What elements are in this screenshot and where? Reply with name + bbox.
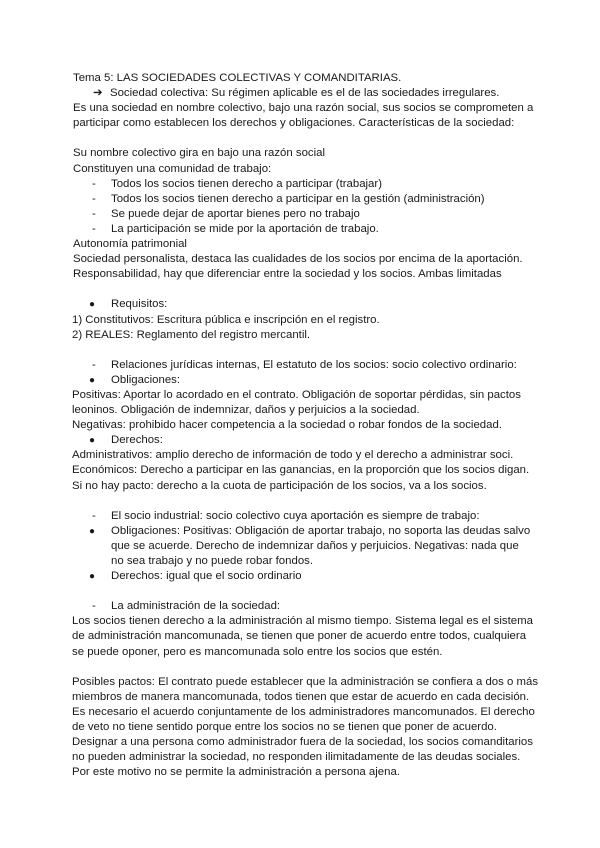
list-item-text: Se puede dejar de aportar bienes pero no trabajo	[111, 207, 360, 220]
paragraph-line: Los socios tienen derecho a la administración al mismo tiempo. Sistema legal es el sistema	[72, 615, 533, 628]
dash-list-item	[73, 599, 580, 614]
dash-marker: -	[92, 177, 96, 190]
paragraph-line: Su nombre colectivo gira en bajo una razón social	[73, 147, 326, 160]
arrow-list-item	[73, 86, 580, 101]
list-item-text: Relaciones jurídicas internas, El estatuto de los socios: socio colectivo ordinario:	[111, 358, 517, 371]
dash-list-item	[73, 207, 580, 222]
list-item-text: Todos los socios tienen derecho a participar en la gestión (administración)	[111, 192, 485, 205]
list-item-text: El socio industrial: socio colectivo cuya aportación es siempre de trabajo:	[111, 509, 480, 522]
bullet-marker: ●	[89, 299, 96, 311]
dash-list-item	[73, 222, 580, 237]
dash-list-item	[73, 192, 580, 207]
paragraph-line: 1) Constitutivos: Escritura pública e inscripción en el registro.	[72, 313, 380, 326]
dash-marker: -	[92, 509, 96, 522]
dash-marker: -	[92, 207, 96, 220]
arrow-item-text: Sociedad colectiva: Su régimen aplicable es el de las sociedades irregulares.	[110, 87, 500, 100]
list-item-text: Requisitos:	[111, 298, 168, 311]
paragraph-line: se puede oponer, pero es mancomunada solo entre los socios que estén.	[72, 645, 443, 658]
bullet-marker: ●	[89, 374, 96, 386]
paragraph-line: Responsabilidad, hay que diferenciar entre la sociedad y los socios. Ambas limitadas	[73, 268, 502, 281]
list-item-text: Obligaciones: Positivas: Obligación de aportar trabajo, no soporta las deudas salvo que se acuerde. Derecho de indemnizar daños y perjuicios. Negativas: nada que no sea trabajo y no puede robar fondos.	[111, 524, 531, 567]
bullet-list-item	[73, 373, 580, 388]
dash-marker: -	[92, 600, 96, 613]
document-title: Tema 5: LAS SOCIEDADES COLECTIVAS Y COMANDITARIAS.	[73, 72, 402, 84]
dash-list-item	[73, 509, 580, 524]
list-item-text: Todos los socios tienen derecho a participar (trabajar)	[111, 177, 382, 190]
paragraph-line: Designar a una persona como administrador fuera de la sociedad, los socios comanditarios	[72, 736, 533, 749]
bullet-marker: ●	[89, 435, 96, 447]
paragraph-line: 2) REALES: Reglamento del registro mercantil.	[72, 328, 311, 341]
paragraph-line: Por este motivo no se permite la administración a persona ajena.	[72, 766, 400, 779]
paragraph-line: leoninos. Obligación de indemnizar, daños y perjuicios a la sociedad.	[72, 404, 420, 417]
paragraph-line: Negativas: prohibido hacer competencia a la sociedad o robar fondos de la sociedad.	[72, 419, 502, 432]
bullet-marker: ●	[89, 525, 96, 537]
paragraph-line: Si no hay pacto: derecho a la cuota de participación de los socios, va a los socios.	[72, 479, 487, 492]
paragraph-line: Constituyen una comunidad de trabajo:	[73, 162, 272, 175]
bullet-list-item	[73, 569, 580, 584]
list-item-text: La administración de la sociedad:	[111, 600, 281, 613]
paragraph-line: no pueden administrar la sociedad, no responden ilimitadamente de las deudas sociales.	[72, 751, 521, 764]
list-item-text: Derechos:	[111, 434, 163, 447]
paragraph-line: Es necesario el acuerdo conjuntamente de los administradores mancomunados. El derecho	[72, 705, 535, 718]
paragraph-line: Autonomía patrimonial	[73, 238, 187, 251]
paragraph-line: Económicos: Derecho a participar en las ganancias, en la proporción que los socios digan.	[72, 464, 530, 477]
paragraph-line: Es una sociedad en nombre colectivo, bajo una razón social, sus socios se comprometen a	[73, 102, 534, 115]
paragraph-line: de veto no tiene sentido porque entre los socios no se tienen que poner de acuerdo.	[72, 721, 497, 734]
dash-marker: -	[92, 222, 96, 235]
bullet-list-item	[73, 524, 533, 569]
paragraph-line: Administrativos: amplio derecho de información de todo y el derecho a administrar soci.	[72, 449, 514, 462]
dash-marker: -	[92, 358, 96, 371]
bullet-marker: ●	[89, 571, 96, 583]
bullet-list-item	[73, 297, 580, 312]
paragraph-line: Sociedad personalista, destaca las cualidades de los socios por encima de la aportación.	[73, 253, 523, 266]
list-item-text: Obligaciones:	[111, 373, 181, 386]
paragraph-line: Posibles pactos: El contrato puede establecer que la administración se confiera a dos o más	[72, 675, 539, 688]
paragraph-line: participar como establecen los derechos y obligaciones. Características de la sociedad:	[73, 117, 515, 130]
dash-list-item	[73, 358, 580, 373]
paragraph-line: Positivas: Aportar lo acordado en el contrato. Obligación de soportar pérdidas, sin pactos	[72, 388, 521, 401]
dash-list-item	[73, 177, 580, 192]
bullet-list-item	[73, 433, 580, 448]
paragraph-line: de administración mancomunada, se tienen que poner de acuerdo entre todos, cualquiera	[72, 630, 527, 643]
arrow-icon: ➔	[93, 87, 103, 100]
dash-marker: -	[92, 192, 96, 205]
paragraph-line: miembros de manera mancomunada, todos tienen que estar de acuerdo en cada decisión.	[72, 690, 530, 703]
list-item-text: La participación se mide por la aportación de trabajo.	[111, 222, 379, 235]
list-item-text: Derechos: igual que el socio ordinario	[111, 570, 302, 583]
